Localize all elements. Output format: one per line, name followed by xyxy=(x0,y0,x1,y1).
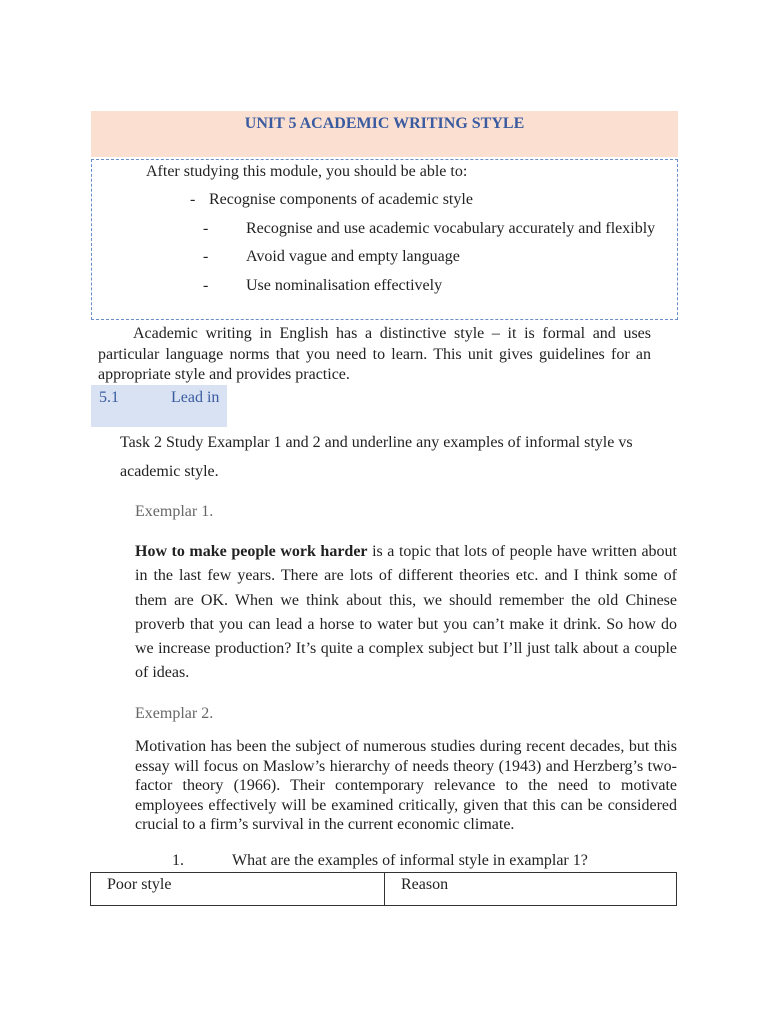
exemplar1-text xyxy=(135,540,677,686)
exemplar1-label: Exemplar 1. xyxy=(135,503,214,520)
objective-item: Use nominalisation effectively xyxy=(246,277,443,294)
exemplar2-text: Motivation has been the subject of numerous studies during recent decades, but this essay will focus on Maslow’s hierarchy of needs theory (1943) and Herzberg’s two-factor theory (1966). Their contemporary relevance to the need to motivate employees effectively will be examined critically, given that this can be considered crucial to a firm’s survival in the current economic climate. xyxy=(135,738,677,834)
unit-header xyxy=(91,111,678,157)
objective-item: Recognise and use academic vocabulary accurately and flexibly xyxy=(246,220,656,237)
table-header-row xyxy=(91,873,677,906)
exemplar1-body: is a topic that lots of people have written about in the last few years. There are lots of different theories etc. and I think some of them are OK. When we think about this, we should remember the old Chinese proverb that you can lead a horse to water but you can’t make it drink. So how do we increase production? It’s quite a complex subject but I’ll just talk about a couple of ideas. xyxy=(135,543,677,682)
exemplar1-bold-lead: How to make people work harder xyxy=(135,543,368,560)
section-number: 5.1 xyxy=(99,389,119,406)
intro-paragraph: Academic writing in English has a distinctive style – it is formal and uses particular language norms that you need to learn. This unit gives guidelines for an appropriate style and provides practice. xyxy=(98,325,651,383)
objective-item: Recognise components of academic style xyxy=(209,191,473,208)
section-heading xyxy=(91,385,227,427)
task-instruction: Task 2 Study Examplar 1 and 2 and underline any examples of informal style vs academic style. xyxy=(120,434,633,480)
exemplar2-label: Exemplar 2. xyxy=(135,705,214,722)
objective-bullet: - xyxy=(203,248,209,265)
objectives-box xyxy=(91,159,678,320)
objective-item: Avoid vague and empty language xyxy=(246,248,460,265)
question-number: 1. xyxy=(172,852,184,869)
style-table xyxy=(90,872,677,906)
table-header-reason: Reason xyxy=(385,873,677,906)
objective-bullet: - xyxy=(203,220,209,237)
objective-bullet: - xyxy=(203,277,209,294)
objectives-intro: After studying this module, you should be able to: xyxy=(146,163,468,180)
objective-bullet: - xyxy=(190,191,196,208)
table-header-poor-style: Poor style xyxy=(91,873,385,906)
section-title: Lead in xyxy=(171,389,220,406)
question-text: What are the examples of informal style in examplar 1? xyxy=(232,852,588,869)
unit-title: UNIT 5 ACADEMIC WRITING STYLE xyxy=(244,115,525,132)
